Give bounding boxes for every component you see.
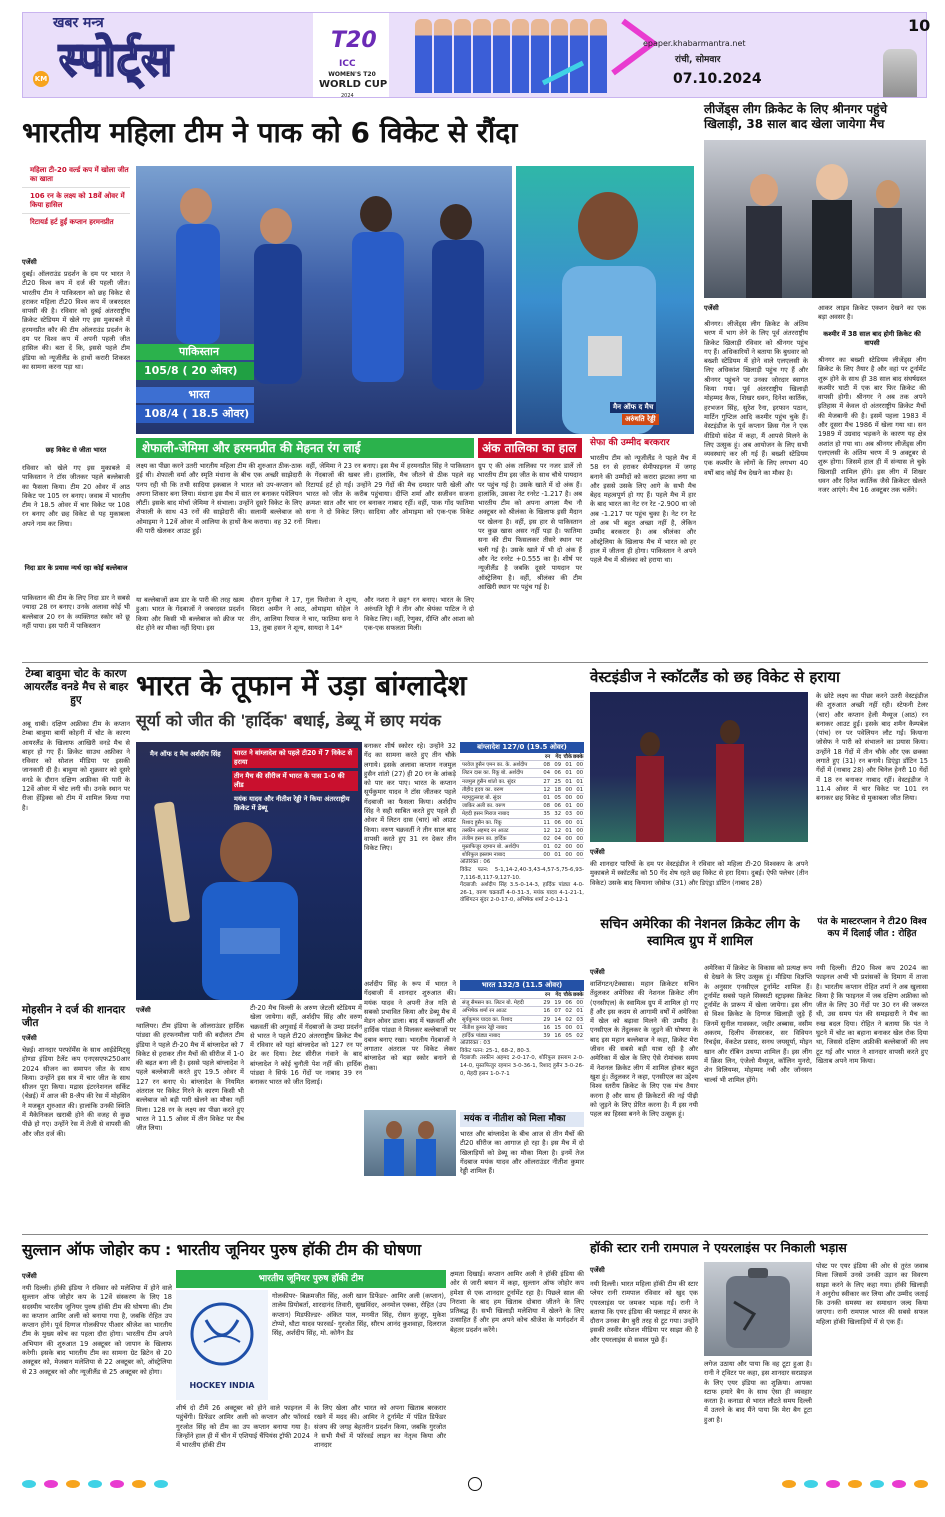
footer-dots-left (22, 1480, 168, 1488)
sixes-col-header: छक्के (573, 754, 584, 760)
bd-scorecard (460, 742, 584, 925)
table-row (460, 769, 584, 777)
table-row (460, 1024, 584, 1032)
points-table-body: ग्रुप ए की अंक तालिका पर नजर डालें तो भारतीय टीम इस जीत के साथ चौथे पायदान पर पहुंच गई है। उसके खाते में दो अंक हैं। हालांकि, उसका नेट रनरेट -1.217 है। अब भारतीय टीम को अपना अगला मैच नौ अक्टूबर को श्रीलंका के खिलाफ इसी मैदान पर खेलना है। वहीं, इस हार से पाकिस्तान पर कुछ खास असर नहीं पड़ा है। फातिमा सना की टीम फिसलकर तीसरे स्थान पर चली गई है। उसके खाते में भी दो अंक हैं और नेट रनरेट +0.555 का है। शीर्ष पर न्यूजीलैंड है जबकि दूसरे पायदान पर ऑस्ट्रेलिया है। वहीं, श्रीलंका की टीम आखिरी स्थान पर पहुंच गई है। (478, 462, 582, 591)
hockey-agency: एजेंसी (22, 1272, 37, 1280)
batter-name: नीतीश कुमार रेड्डी नाबाद (462, 1024, 508, 1031)
rani-body-2: लगेज उठाया और पाया कि वह टूटा हुआ है। रानी ने ट्विटर पर कहा, इस शानदार सरप्राइज के लिए एयर इंडिया का शुक्रिया। आपका स्टाफ हमारे बैग के साथ ऐसा ही व्यवहार करता है। कनाडा से भारत लौटते समय दिल्ली में उतरने के बाद मैंने पाया कि मेरा बैग टूटा हुआ है। (704, 1360, 812, 1424)
stat-fours: 05 (565, 1032, 572, 1039)
wc-logo-sub: WOMEN'S T20 (328, 71, 376, 78)
fours-col-header: चौके (563, 992, 572, 998)
stat-fours: 01 (565, 770, 572, 777)
ind-scorecard (460, 980, 584, 1096)
legends-agency: एजेंसी (704, 304, 719, 312)
stat-balls: 02 (554, 844, 561, 851)
legends-players-icon (704, 140, 926, 298)
ind-scorecard-notes (460, 1040, 584, 1096)
table-row (460, 810, 584, 818)
issue-date: 07.10.2024 (673, 71, 762, 87)
sachin-body-2: अमेरिका में क्रिकेट के विकास को प्रत्यक्ष रूप से देखने के लिए उत्सुक हूं। मीडिया विज्ञप्ति के अनुसार एनसीएल टूर्नामेंट शामिल हैं। टूर्नामेंट सबसे पहले सिक्सटी स्ट्राइक्स क्रिकेट टूर्नामेंट के प्रारूप में खेला जायेगा। इस लीग से विश्व क्रिकेट के दिग्गज खिलाड़ी जुड़े हैं जिनमें सुनील गावस्कर, जहीर अब्बास, वसीम अकरम, दिलीप वेंगसरकर, सर विवियन रिचर्ड्स, वेंकटेश प्रसाद, सनथ जयसूर्या, मोइन खान और रॉबिन उथप्पा शामिल हैं। इस लीग में क्रिस लिन, एंजेलो मैथ्यूज, कॉलिन मुनरो, शेन विलियम्स, मोहम्मद नबी और जॉनसन चार्ल्स भी शामिल होंगे। (704, 964, 812, 1084)
hockey-india-logo (176, 1290, 268, 1400)
scorecard-note: अतिरिक्त : 06 (460, 859, 491, 866)
mayank-body: भारत और बांग्लादेश के बीच आज से तीन मैचों की टी20 सीरीज का आगाज हो रहा है। इस मैच में दो खिलाड़ियों को डेब्यू का मौका मिला है। इनमें तेज गेंदबाज मयंक यादव और ऑलराउंडर नीतीश कुमार रेड्डी शामिल हैं। (460, 1130, 584, 1176)
legends-body: श्रीनगर। लीजेंड्स लीग क्रिकेट के अंतिम चरण में भाग लेने के लिए पूर्व अंतरराष्ट्रीय क्रिकेट खिलाड़ी रविवार को श्रीनगर पहुंच गए हैं। अधिकारियों ने बताया कि बुधवार को बख्शी स्टेडियम में होने वाले एलएलसी के लिए अधिकांश खिलाड़ी पहुंच गए हैं और श्रीनगर पहुंचने पर उनका जोरदार स्वागत किया गया। पूर्व अंतरराष्ट्रीय खिलाड़ी मोहम्मद कैफ, शिखर धवन, दिनेश कार्तिक, हरभजन सिंह, सुरेश रैना, इरफान पठान, मार्टिन गुप्टिल आदि कश्मीर पहुंच चुके हैं। वेस्टइंडीज के पूर्व कप्तान क्रिस गेल ने एक वीडियो संदेश में कहा, मैं आपसे मिलने के लिए उत्सुक हूं। अब आयोजन के लिए सभी व्यवस्थाएं कर ली गई हैं। बख्शी स्टेडियम एक कश्मीर के लोगों के लिए लगभग 40 वर्षों बाद कोई मैच देखने का मौका है। (704, 320, 808, 477)
lead-body-1: दुबई। ऑलराउंड प्रदर्शन के दम पर भारत ने टी20 विश्व कप में दर्ज की पहली जीत। भारतीय टीम ने पाकिस्तान को छह विकेट से हराकर महिला टी20 विश्व कप में जबरदस्त वापसी की है। रविवार को दुबई अंतरराष्ट्रीय क्रिकेट स्टेडियम में खेले गए इस मुकाबले में हरमनप्रीत कौर की टीम ऑलराउंड प्रदर्शन के दम पर विश्व कप में अपनी पहली जीत हासिल की। बता दें कि, इससे पहले टीम इंडिया को न्यूजीलैंड के हाथों करारी शिकस्त का सामना करना पड़ा था। (22, 270, 130, 371)
stat-balls: 09 (554, 762, 561, 769)
stat-sixes: 01 (576, 819, 583, 826)
footer-decor (22, 1474, 928, 1494)
bd-body-4: अर्शदीप सिंह के रूप में भारत ने गेंदबाजी में शानदार शुरुआत की। मयंक यादव ने अपनी तेज गति से सबको प्रभावित किया और डेब्यू मैच में मेडन ओवर डाला। बाद में चक्रवर्ती और हार्दिक पांड्या ने मिलकर बल्लेबाजों पर दबाव बनाए रखा। भारतीय गेंदबाजों ने लगातार अंतराल पर विकेट लेकर बांग्लादेश को बड़ा स्कोर बनाने से रोका। (364, 980, 456, 1072)
lead-subhead-banner: शेफाली-जेमिमा और हरमनप्रीत की मेहनत रंग लाई (136, 438, 474, 458)
city-day: रांची, सोमवार (675, 55, 721, 65)
stat-balls: 06 (554, 770, 561, 777)
bd-potm: मैन ऑफ द मैच अर्शदीप सिंह (150, 750, 221, 758)
wi-photo (590, 692, 808, 842)
batter-name: नजमुल हुसैन शांतो का. सुंदर (462, 778, 516, 785)
brand-badge-icon: KM (33, 71, 49, 87)
rani-agency: एजेंसी (590, 1266, 605, 1274)
debutants-icon (364, 1110, 456, 1176)
table-row (460, 1016, 584, 1024)
scorecard-header-row (460, 991, 584, 999)
table-row (460, 1007, 584, 1015)
hockey-team-box-title: भारतीय जूनियर पुरुष हॉकी टीम (176, 1270, 446, 1288)
table-row (460, 835, 584, 843)
potm-photo (516, 166, 694, 434)
lead-body-bottom-3: और नशरा ने छह* रन बनाए। भारत के लिए अरुंधति रेड्डी ने तीन और श्रेयंका पाटिल ने दो विकेट लिए। वहीं, रेणुका, दीप्ति और आशा को एक-एक सफलता मिली। (364, 596, 474, 632)
batter-name: तंजीम हसन का. हार्दिक (462, 835, 507, 842)
bd-body-1: ग्वालियर। टीम इंडिया के ऑलराउंडर हार्दिक पांड्या की हरफनमौला पारी की बदौलत टीम इंडिया ने पहले टी-20 मैच में बांग्लादेश को 7 विकेट से हराकर तीन मैचों की सीरीज में 1-0 की बढ़त बना ली है। इससे पहले बांग्लादेश ने पहले बल्लेबाजी करते हुए 19.5 ओवर में 127 रन बनाए थे। बांग्लादेश के नियमित अंतराल पर विकेट गिरने के कारण किसी भी बल्लेबाज को बड़ी पारी खेलने का मौका नहीं मिला। 128 रन के लक्ष्य का पीछा करते हुए भारत ने 11.5 ओवर में तीन विकेट पर मैच जीत लिया। (136, 1022, 244, 1133)
stat-fours: 00 (565, 835, 572, 842)
broken-bag-photo (704, 1262, 812, 1356)
table-row (460, 999, 584, 1007)
lead-bullets (22, 166, 130, 227)
crosshair-icon (468, 1477, 482, 1491)
stat-fours: 00 (565, 844, 572, 851)
legends-photo (704, 140, 926, 298)
wc-logo-icc: ICC (339, 59, 356, 69)
stat-runs: 12 (543, 827, 550, 834)
stat-balls: 05 (554, 794, 561, 801)
bd-body-2: टी-20 मैच विल्ली के अरुण जेटली स्टेडियम में खेला जायेगा। वहीं, अर्शदीप सिंह और वरुण चक्रवर्ती की अगुवाई में गेंदबाजों के उम्दा प्रदर्शन से भारत ने पहले टी20 अंतरराष्ट्रीय क्रिकेट मैच में रविवार को यहां बांग्लादेश को 127 रन पर ढेर कर दिया। टेस्ट सीरीज गंवाने के बाद बांग्लादेश ने कोई चुनौती पेश नहीं की। हार्दिक पांड्या ने सिर्फ 16 गेंदों पर नाबाद 39 रन बनाकर भारत को जीत दिलाई। (250, 1004, 362, 1087)
stat-runs: 29 (543, 1016, 550, 1023)
stat-balls: 12 (554, 827, 561, 834)
lead-body-2: रविवार को खेले गए इस मुकाबले में पाकिस्तान ने टॉस जीतकर पहले बल्लेबाजी का फैसला किया। टीम 20 ओवर में आठ विकेट पर 105 रन बनाए। जवाब में भारतीय टीम ने 18.5 ओवर में चार विकेट पर 108 रन बनाए और छह विकेट से यह मुकाबला अपने नाम कर लिया। (22, 464, 130, 528)
hockey-team-list: गोलकीपर- बिक्रमजीत सिंह, अली खान डिफेंडर- आमिर अली (कप्तान), तालेम प्रियोबर्ता, शारदानंद तिवारी, सुखविंदर, अनमोल एक्का, रोहित (उप कप्तान) मिडफील्डर- अंकित पाल, मनमीत सिंह, रोसन कुजूर, मुकेश टोप्पो, थौटा यादव फारवर्ड- गुरजोत सिंह, सौरभ आनंद कुशवाहा, दिलराज सिंह, अर्शदीप सिंह, मो. कोनैन डैड (272, 1292, 446, 1338)
stat-balls: 15 (554, 1024, 561, 1031)
lead-bullet: 106 रन के लक्ष्य को 18वें ओवर में किया हासिल (22, 192, 130, 214)
rani-body-1: नयी दिल्ली। भारत महिला हॉकी टीम की स्टार प्लेयर रानी रामपाल रविवार को खुद एक एयरलाइंस पर जमकर भड़क गईं। रानी ने बताया कि एयर इंडिया की फ्लाइट में सफर के दौरान उनका बैग बुरी तरह से टूट गया। उन्होंने इसकी तस्वीर सोशल मीडिया पर साझा की है और एयरलाइंस से सवाल पूछे हैं। (590, 1280, 698, 1344)
bd-subheadline: सूर्या को जीत की 'हार्दिक' बधाई, डेब्यू में छाए मयंक (136, 711, 441, 730)
scorecard-note: विकेट पतन: 5-1,14-2,40-3,43-4,57-5,75-6,93-7,116-8,117-9,127-10. (460, 867, 584, 881)
legends-headline[interactable]: लीजेंड्स लीग क्रिकेट के लिए श्रीनगर पहुंचे खिलाड़ी, 38 साल बाद खेला जायेगा मैच (704, 102, 888, 131)
table-row (460, 819, 584, 827)
lead-agency: एजेंसी (22, 258, 37, 266)
stat-fours: 00 (565, 1024, 572, 1031)
batter-name: अभिषेक शर्मा रन आउट (462, 1008, 507, 1015)
stat-balls: 01 (554, 852, 561, 859)
stat-sixes: 02 (576, 1032, 583, 1039)
sachin-agency: एजेंसी (590, 968, 605, 976)
stat-runs: 08 (543, 803, 550, 810)
stat-sixes: 01 (576, 778, 583, 785)
lead-sub-1: छह विकेट से जीता भारत (45, 446, 107, 454)
potm-name: अरुंधति रेड्डी (622, 414, 659, 425)
page-number: 10 (908, 16, 931, 35)
hockey-logo-text: HOCKEY INDIA (189, 1380, 255, 1390)
score-ind-label: भारत (136, 387, 254, 403)
wc-logo-title: WORLD CUP (319, 79, 388, 90)
stat-fours: 06 (565, 1000, 572, 1007)
stat-runs: 00 (543, 852, 550, 859)
stat-balls: 07 (554, 1008, 561, 1015)
batter-name: जाकिर अली का. वरुण (462, 803, 506, 810)
stat-fours: 01 (565, 803, 572, 810)
trophy-icon (883, 49, 917, 98)
legends-sub: कश्मीर में 38 साल बाद होगी क्रिकेट की वापसी (823, 330, 921, 347)
stat-runs: 29 (543, 1000, 550, 1007)
mayank-photo (364, 1110, 456, 1176)
stat-runs: 39 (543, 1032, 550, 1039)
tembe-headline[interactable]: टेम्बा बावुमा चोट के कारण आयरलैंड वनडे मैच से बाहर हुए (23, 668, 129, 706)
stat-sixes: 03 (576, 1016, 583, 1023)
stat-sixes: 00 (576, 852, 583, 859)
potm-label: मैन ऑफ द मैच (610, 402, 656, 413)
table-row (460, 794, 584, 802)
scorecard-header-row (460, 753, 584, 761)
hockey-body-3: के लिए खेला और भारत को अपना खिताब बरकरार रखने में मदद की। आमिर ने टूर्नामेंट में पंडित डिफेंडर संजय की जगह बेहतरीन प्रदर्शन किया, जबकि गुरजोत ने सभी मैचों में फॉरवर्ड लाइन का नेतृत्व किया और शानदार (314, 1404, 446, 1450)
suitcase-icon (704, 1262, 812, 1356)
table-row (460, 778, 584, 786)
stat-balls: 14 (554, 1016, 561, 1023)
runs-col-header: रन (544, 992, 550, 998)
epaper-url[interactable]: epaper.khabarmantra.net (643, 39, 746, 48)
mayank-headline[interactable]: मयंक व नीतीश को मिला मौका (460, 1112, 584, 1127)
scorecard-note: गेंदबाजी: अर्शदीप सिंह 3.5-0-14-3, हार्दिक पांड्या 4-0-26-1, वरुण चक्रवर्ती 4-0-31-3, मयंक यादव 4-1-21-1, वॉशिंगटन सुंदर 2-0-17-0, अभिषेक शर्मा 2-0-12-1 (460, 882, 584, 904)
balls-col-header: गेंद (555, 754, 561, 760)
stat-sixes: 00 (576, 762, 583, 769)
stat-fours: 00 (565, 819, 572, 826)
semifinal-body: भारतीय टीम को न्यूजीलैंड ने पहले मैच में 58 रन से हराकर सेमीफाइनल में जगह बनाने की उम्मीदों को करारा झटका लगा था और इससे उसके लिए आगे के सभी मैच बेहद महत्वपूर्ण हो गए हैं। पहले मैच में हार के बाद भारत का नेट रन रेट -2.900 था जो अब -1.217 पर पहुंच चुका है। नेट रन रेट तो अब भी बहुत अच्छा नहीं है, लेकिन उम्मीद बरकरार है। अब श्रीलंका और ऑस्ट्रेलिया के खिलाफ मैच में भारत को हर हाल में जीतना ही होगा। पाकिस्तान ने अपने पहले मैच में श्रीलंका को हराया था। (590, 454, 696, 565)
batter-name: लिटन दास का. रिंकू बो. अर्शदीप (462, 770, 524, 777)
score-pak-label: पाकिस्तान (136, 344, 254, 360)
stat-fours: 03 (565, 811, 572, 818)
table-row (460, 786, 584, 794)
sixes-col-header: छक्के (573, 992, 584, 998)
stat-runs: 16 (543, 1008, 550, 1015)
batter-name: हार्दिक पांड्या नाबाद (462, 1032, 501, 1039)
sachin-body-1: वाशिंगटन/टेक्सास। महान क्रिकेटर सचिन तेंदुलकर अमेरिका की नेशनल क्रिकेट लीग (एनसीएल) के स्वामित्व ग्रुप में शामिल हो गए हैं और इस कदम से आगामी वर्षों में अमेरिका में खेल को बढ़ावा मिलने की उम्मीद है। एनसीएल के तेंदुलकर के जुड़ने की घोषणा के बाद इस महान बल्लेबाज ने कहा, क्रिकेट मेरा जीवन की सबसे बड़ी यात्रा रही है और अमेरिका में खेल के लिए ऐसे रोमांचक समय में नेशनल क्रिकेट लीग में शामिल होकर बहुत खुश हूं। तेंदुलकर ने कहा, एनसीएल का उद्देश्य विश्व स्तरीय क्रिकेट के लिए एक मंच तैयार करना है और साथ ही क्रिकेटरों की नई पीढ़ी को जुड़ने के लिए प्रेरित करना है। मैं इस नयी पहल का हिस्सा बनने के लिए उत्सुक हूं। (590, 980, 698, 1119)
stat-runs: 11 (543, 819, 550, 826)
stat-balls: 16 (554, 1032, 561, 1039)
table-row (460, 851, 584, 859)
batter-name: सूर्यकुमार यादव का. रिशाद (462, 1016, 513, 1023)
stat-runs: 01 (543, 844, 550, 851)
hockey-body-4: क्षमता दिखाई। कप्तान आमिर अली ने हॉकी इंडिया की ओर से जारी बयान में कहा, सुल्तान ऑफ जोहोर कप हमेशा से एक शानदार टूर्नामेंट रहा है। पिछले साल की निराशा के बाद हम खिताब दोबारा जीतने के लिए प्रतिबद्ध हैं। सभी खिलाड़ी मलेशिया में खेलने के लिए उत्साहित हैं और हम अपने कोच श्रीजेश के मार्गदर्शन में बेहतर प्रदर्शन करेंगे। (450, 1270, 584, 1334)
footer-dots-right (782, 1480, 928, 1488)
wi-players-icon (590, 692, 808, 842)
stat-fours: 02 (565, 1016, 572, 1023)
semifinal-title: सेफा की उम्मीद बरकरार (590, 438, 670, 448)
lead-bullet: रिटायर्ड हर्ट हुईं कप्तान हरमनप्रीत (30, 218, 114, 226)
bd-scorecard-rows (460, 761, 584, 859)
stat-balls: 06 (554, 803, 561, 810)
scorecard-note: विकेट पतन: 25-1, 68-2, 80-3. (460, 1047, 531, 1054)
hockey-india-logo-icon (176, 1290, 268, 1378)
hockey-body-2: शीर्ष दो टीमें 26 अक्टूबर को होने वाले फाइनल में पहुंचेंगी। डिफेंडर आमिर अली को कप्तान और फॉरवर्ड गुरजोत सिंह को टीम का उप कप्तान बनाया गया है। जिन्होंने हाल ही में चीन में एशियाई चैंपियंस ट्रॉफी 2024 में भारतीय हॉकी टीम (176, 1404, 310, 1450)
runs-col-header: रन (544, 754, 550, 760)
wi-headline[interactable]: वेस्टइंडीज ने स्कॉटलैंड को छह विकेट से हराया (590, 668, 840, 686)
batter-col-header (460, 991, 540, 998)
bd-scorecard-notes (460, 859, 584, 925)
table-row (460, 761, 584, 769)
stat-fours: 01 (565, 778, 572, 785)
stat-sixes: 00 (576, 770, 583, 777)
table-row (460, 802, 584, 810)
hockey-headline[interactable]: सुल्तान ऑफ जोहोर कप : भारतीय जूनियर पुरुष हॉकी टीम की घोषणा (22, 1241, 422, 1259)
scorecard-note: गेंदबाजी: तस्कीन अहमद 2-0-17-0, शोरिफुल इस्लाम 2-0-14-0, मुस्तफिजुर रहमान 3-0-36-1, रिशाद हुसैन 3-0-26-0, मेहदी हसन 1-0-7-1 (460, 1055, 584, 1077)
batter-name: महमूदुल्लाह बो. सुंदर (462, 794, 502, 801)
wi-body-2: के छोटे लक्ष्य का पीछा करने उतरी वेस्टइंडीज की शुरुआत अच्छी नहीं रही। स्टेफनी टेलर (चार) और कप्तान हेली मैथ्यूज (आठ) रन बनाकर आउट हुईं। इसके बाद शमैन कैम्पबेल (पांच) रन पर पवेलियन लौट गईं। कियाना जोसेफ ने पारी को संभालने का प्रयास किया। उन्होंने 18 गेंदों में तीन चौके और एक छक्का लगाते हुए (31) रन बनाये। डिएंड्रा डॉटिन 15 गेंदों में (नाबाद 28) और चिनेल हेनरी 10 गेंदों में 18 रन बनाकर नाबाद रहीं। वेस्टइंडीज ने 11.4 ओवर में चार विकेट पर 101 रन बनाकर छह विकेट से मुकाबला जीत लिया। (816, 692, 928, 803)
stat-balls: 06 (554, 819, 561, 826)
batter-name: शोरिफुल इस्लाम नाबाद (462, 852, 505, 859)
batter-name: परवेज हुसैन एमन का. के. अर्शदीप (462, 762, 528, 769)
pant-body: नयी दिल्ली। टी20 विश्व कप 2024 का फाइनल अभी भी प्रशंसकों के दिमाग में ताजा है। भारतीय कप्तान रोहित शर्मा ने अब खुलासा किया है कि फाइनल में जब दक्षिण अफ्रीका को जीत के लिए 30 गेंदों पर 30 रन की जरूरत थी, उस समय पंत की समझदारी ने मैच का रुख बदल दिया। रोहित ने बताया कि पंत ने घुटने में चोट का बहाना बनाकर खेल रोक दिया था, जिससे दक्षिण अफ्रीकी बल्लेबाजों की लय टूट गई और भारत ने शानदार वापसी करते हुए खिताब अपने नाम किया। (816, 964, 928, 1065)
wi-body-1: की शानदार पारियों के दम पर वेस्टइंडीज ने रविवार को महिला टी-20 विश्वकप के अपने मुकाबले में स्कॉटलैंड को 50 गेंद शेष रहते छह विकेट से हरा दिया। दुबई। ऐफी फ्लेचर (तीन विकेट) उसके बाद कियाना जोसेफ (31) और डिएंड्रा डॉटिन (नाबाद 28) (590, 860, 808, 887)
lead-headline[interactable]: भारतीय महिला टीम ने पाक को 6 विकेट से रौंदा (22, 116, 518, 149)
stat-fours: 00 (565, 786, 572, 793)
lead-sub-2: निदा डार के प्रयास न्यर्थ रहा कोई बल्लेबाज (24, 564, 128, 572)
lead-body-3: पाकिस्तान की टीम के लिए निदा डार ने सबसे ज्यादा 28 रन बनाए। उनके अलावा कोई भी बल्लेबाज 20 रन के व्यक्तिगत स्कोर को छू नहीं पाया। इस पारी में पाकिस्तान (22, 594, 130, 630)
bd-fact: तीन मैच की सीरीज में भारत के पास 1-0 की लीड (232, 771, 358, 791)
score-ind: 108/4 ( 18.5 ओवर) (136, 405, 254, 423)
masthead (22, 12, 927, 98)
wc-logo-year: 2024 (341, 93, 354, 98)
table-row (460, 1032, 584, 1040)
batter-name: तस्कीन अहमद रन आउट (462, 827, 509, 834)
stat-sixes: 01 (576, 1008, 583, 1015)
rani-headline[interactable]: हॉकी स्टार रानी रामपाल ने एयरलाइंस पर निकाली भड़ास (590, 1240, 847, 1255)
tembe-body: अबू धाबी। दक्षिण अफ्रीका टीम के कप्तान टेम्बा बावुमा बायीं कोहनी में चोट के कारण आयरलैंड के खिलाफ आखिरी वनडे मैच से बाहर हो गए हैं। क्रिकेट साउथ अफ्रीका ने रविवार को सोशल मीडिया पर इसकी जानकारी दी है। बावुमा को शुक्रवार को दूसरे वनडे के दौरान दक्षिण अफ्रीका की पारी के 12वें ओवर में चोट लगी थी। उनके स्थान पर रीजा हेंड्रिक्स को टीम में शामिल किया गया है। (22, 720, 130, 812)
stat-balls: 25 (554, 778, 561, 785)
stat-fours: 00 (565, 794, 572, 801)
hockey-body-1: नयी दिल्ली। हॉकी इंडिया ने रविवार को मलेशिया में होने वाले सुल्तान ऑफ जोहोर कप के 12वें संस्करण के लिए 18 सदस्यीय भारतीय जूनियर पुरुष हॉकी टीम की घोषणा की। टीम का कप्तान आमिर अली को बनाया गया है, जबकि रोहित उप कप्तान होंगे। पूर्व दिग्गज गोलकीपर पीआर श्रीजेश का भारतीय टीम के मुख्य कोच का पहला दौरा होगा। भारतीय टीम अपने अभियान की शुरुआत 19 अक्टूबर को जापान के खिलाफ करेगी। इसके बाद भारतीय टीम का सामना ग्रेट ब्रिटेन से 20 अक्टूबर को, मेजबान मलेशिया से 22 अक्टूबर को, ऑस्ट्रेलिया से 23 अक्टूबर को और न्यूजीलैंड से 25 अक्टूबर को होगा। (22, 1284, 172, 1376)
stat-balls: 18 (554, 786, 561, 793)
stat-sixes: 00 (576, 1000, 583, 1007)
sachin-headline[interactable]: सचिन अमेरिका की नेशनल क्रिकेट लीग के स्वामित्व ग्रुप में शामिल (600, 917, 800, 949)
stat-runs: 01 (543, 794, 550, 801)
mohsin-agency: एजेंसी (22, 1034, 37, 1042)
balls-col-header: गेंद (555, 992, 561, 998)
stat-sixes: 00 (576, 803, 583, 810)
points-table-title: अंक तालिका का हाल (478, 438, 582, 458)
lead-body-bottom-1: या बल्लेबाजों क्रम डार के पारी की तरह खत्म हुआ। भारत के गेंदबाजों ने जबरदस्त प्रदर्शन किया और किसी भी बल्लेबाज को क्रीज पर सेट होने का मौका नहीं दिया। इस (136, 596, 244, 632)
stat-runs: 04 (543, 770, 550, 777)
batter-name: मेहदी हसन मिराज नाबाद (462, 811, 510, 818)
mohsin-body: चेन्नई। शानदार परफॉर्मेंस के साथ आईडेमिट्सु होण्डा इंडिया टैलेंट कप एनएसएफ250आर 2024 सीजन का समापन जीत के साथ किया। उन्होंने इस सत्र में चार जीत के साथ सीजन पूरा किया। मद्रास इंटरनेशनल सर्किट (चेन्नई) में आज की 8-लैप की रेस में मोहसिन ने मजबूत शुरुआत की। हालांकि उनकी स्थिति में मैकेनिकल खराबी होने की वजह से कुछ पीछे हो गए। उन्होंने रेस में तेजी से वापसी की और जीत दर्ज की। (22, 1046, 130, 1138)
batter-col-header (460, 753, 540, 760)
lead-bullet: महिला टी-20 वर्ल्ड कप में खोला जीत का खाता (22, 166, 130, 188)
bd-body-3: बनाकर शीर्ष स्कोरर रहे। उन्होंने 32 गेंद का सामना करते हुए तीन चौके लगाये। इसके अलावा कप्तान नजमुल हुसैन शांतो (27) ही 20 रन के आंकड़े को पार कर पाए। भारत के कप्तान सूर्यकुमार यादव ने टॉस जीतकर पहले गेंदबाजी का फैसला किया। अर्शदीप सिंह ने सही साबित करते हुए पहले ही ओवर में लिटन दास (चार) को आउट किया। वरुण चक्रवर्ती ने तीन साल बाद वापसी करते हुए 31 रन देकर तीन विकेट लिए। (364, 742, 456, 853)
bd-facts (232, 748, 358, 814)
stat-fours: 01 (565, 762, 572, 769)
stat-fours: 00 (565, 852, 572, 859)
rani-body-3: पोस्ट पर एयर इंडिया की ओर से तुरंत जवाब मिला जिसमें उनसे उनकी उड़ान का विवरण साझा करने के लिए कहा गया। हॉकी खिलाड़ी ने अनुरोध स्वीकार कर लिया और उम्मीद जताई कि उनकी समस्या का समाधान जल्द किया जाएगा। रानी रामपाल भारत की सबसे सफल महिला हॉकी खिलाड़ियों में से एक हैं। (816, 1262, 928, 1326)
scorecard-note: अतिरिक्त : 03 (460, 1040, 491, 1047)
ind-scorecard-title: भारत 132/3 (11.5 ओवर) (460, 980, 584, 991)
stat-fours: 02 (565, 1008, 572, 1015)
batter-name: तौहीद हृदय का. वरुण (462, 786, 504, 793)
divider (22, 662, 928, 663)
stat-sixes: 01 (576, 1024, 583, 1031)
stat-sixes: 00 (576, 794, 583, 801)
stat-sixes: 01 (576, 786, 583, 793)
stat-sixes: 00 (576, 811, 583, 818)
bd-headline[interactable]: भारत के तूफान में उड़ा बांग्लादेश (136, 669, 467, 702)
lead-body-mid-2: वहीं, जेमिमा ने 23 रन बनाए। इस मैच में हरमनप्रीत सिंह ने पाकिस्तान के गेंदबाजों की खबर ली। हालांकि, मैच जीतने से ठीक पहले वह रिटायर्ड हर्ट हो गईं। उन्होंने 29 गेंदों की मैच दमदार पारी खेली और भारत को जीत के करीब पहुंचाया। दीप्ति शर्मा और सजीवन सजना क्रमशः सात और चार रन बनाकर नाबाद रहीं। वहीं, पाक गोंद फातिमा सना ने दो विकेट लिए। सादिया और ओमाइमा को एक-एक विकेट मिला। (306, 462, 474, 526)
mohsin-headline[interactable]: मोहसीन ने दर्ज की शानदार जीत (22, 1004, 126, 1029)
divider (22, 1234, 928, 1235)
score-pak: 105/8 ( 20 ओवर) (136, 362, 254, 380)
ind-scorecard-rows (460, 999, 584, 1040)
wc-logo-number: T20 (331, 28, 377, 53)
stat-sixes: 00 (576, 844, 583, 851)
batter-name: मुस्तफिजुर रहमान बो. अर्शदीप (462, 844, 520, 851)
lead-body-mid-1: लक्ष्य का पीछा करने उतरी भारतीय महिला टीम की शुरुआत ठीक-ठाक हुई थी। शेफाली वर्मा और स्मृति मंधाना के बीच एक अच्छी साझेदारी पनप रही थी कि तभी सादिया इकबाल ने भारत को उप-कप्तान को अपना शिकार बना लिया। मंधाना इस मैच में सात रन बनाकर पवेलियन लौटीं। इसके बाद मोर्चा जेमिमा ने संभाला। उन्होंने दूसरे विकेट के लिए शेफाली के साथ 43 रनों की साझेदारी की। सलामी बल्लेबाज को ओमाइमा ने 12वें ओवर में आलिया के हाथों कैच कराया। वह 32 रनों की पारी खेलकर आउट हुईं। (136, 462, 302, 536)
stat-balls: 32 (554, 811, 561, 818)
brand-logo[interactable]: स्पोर्ट्स (59, 32, 174, 86)
stat-sixes: 00 (576, 835, 583, 842)
potm-silhouette-icon (516, 166, 694, 434)
bd-fact: भारत ने बांग्लादेश को पहले टी20 में 7 विकेट से हराया (232, 748, 358, 768)
stat-sixes: 00 (576, 827, 583, 834)
bd-fact: मयंक यादव और नीतीश रेड्डी ने किया अंतरराष्ट्रीय क्रिकेट में डेब्यू (234, 795, 350, 812)
bd-agency: एजेंसी (136, 1006, 151, 1014)
pant-headline[interactable]: पंत के मास्टरप्लान ने टी20 विश्व कप में दिलाई जीत : रोहित (817, 917, 927, 939)
brand-small: खबर मन्त्र (53, 15, 104, 31)
fours-col-header: चौके (563, 754, 572, 760)
stat-runs: 16 (543, 1024, 550, 1031)
bd-scorecard-title: बांग्लादेश 127/0 (19.5 ओवर) (460, 742, 584, 753)
lead-body-bottom-2: दौरान मुनीबा ने 17, गुल फिरोजा ने शून्य, सिदरा अमीन ने आठ, ओमाइमा सोहेल ने तीन, आलिया रियाज ने चार, फातिमा सना ने 13, तुबा हसन ने शून्य, सायदा ने 14* (250, 596, 358, 632)
stat-runs: 08 (543, 762, 550, 769)
batter-name: रिशाद हुसैन का. रिंकू (462, 819, 502, 826)
wi-agency: एजेंसी (590, 848, 605, 856)
stat-runs: 27 (543, 778, 550, 785)
stat-fours: 01 (565, 827, 572, 834)
stat-runs: 02 (543, 835, 550, 842)
decor-brush-icon (503, 13, 663, 98)
batter-name: संजू सैमसन का. लिटन बो. मेहदी (462, 1000, 524, 1007)
stat-runs: 35 (543, 811, 550, 818)
table-row (460, 843, 584, 851)
legends-side-2: श्रीनगर का बख्शी स्टेडियम लीजेंड्स लीग क्रिकेट के लिए तैयार है और वहां पर टूर्नामेंट शुरू होने के साथ ही 38 साल बाद संघर्षग्रस्त कश्मीर घाटी में एक बार फिर क्रिकेट की वापसी होगी। श्रीनगर ने अब तक अपने इतिहास में केवल दो अंतरराष्ट्रीय क्रिकेट मैचों की मेजबानी की है। इसमें पहला 1983 में और दूसरा मैच 1986 में खेला गया था। सन 1989 में उग्रवाद भड़कने के कारण यह क्षेत्र अशांत हो गया था। अब श्रीनगर लीजेंड्स लीग एलएलसी के अंतिम चरण में 9 अक्टूबर से शुरू होगा। जिसमें हाल ही में संन्यास ले चुके खिलाड़ी शामिल होंगे। इस लीग में शिखर धवन और दिनेश कार्तिक जैसे क्रिकेटर खेलते नजर आएंगे। मैच 16 अक्टूबर तक चलेंगे। (818, 356, 926, 495)
stat-runs: 12 (543, 786, 550, 793)
stat-balls: 19 (554, 1000, 561, 1007)
table-row (460, 827, 584, 835)
legends-side-1: आकर लाइव क्रिकेट एक्शन देखने का एक बड़ा अवसर है। (818, 304, 926, 322)
stat-balls: 04 (554, 835, 561, 842)
